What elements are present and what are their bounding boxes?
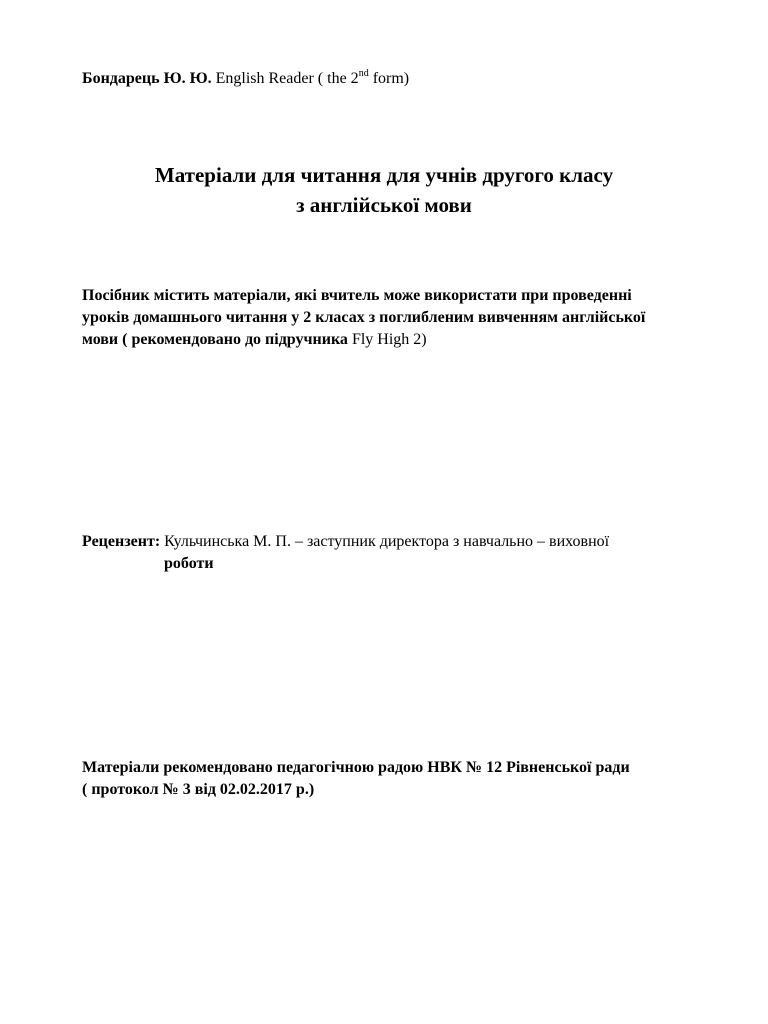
reviewer-label: Рецензент: [82, 533, 161, 550]
description-line-1: Посібник містить матеріали, які вчитель може використати при проведенні [82, 287, 632, 304]
book-title-end: form) [368, 70, 410, 87]
reviewer-line-1 [82, 531, 609, 553]
reviewer-paragraph [82, 531, 609, 575]
ordinal-superscript: nd [358, 68, 369, 79]
reviewer-name: Кульчинська М. П. – заступник директора з навчально – виховної [160, 533, 610, 550]
approval-line-1: Матеріали рекомендовано педагогічною радою НВК № 12 Рівненської ради [82, 759, 630, 776]
approval-line-2: ( протокол № 3 від 02.02.2017 р.) [82, 781, 315, 798]
approval-paragraph [82, 757, 630, 801]
description-line-3-bold: мови ( рекомендовано до підручника [82, 331, 352, 348]
reviewer-line-2: роботи [164, 555, 214, 572]
document-title-line-2: з англійської мови [296, 193, 472, 217]
description-paragraph [82, 285, 645, 351]
book-title-part: English Reader ( the 2 [211, 70, 359, 87]
description-line-2: уроків домашнього читання у 2 класах з поглибленим вивченням англійської [82, 309, 646, 326]
author-name: Бондарець Ю. Ю. [82, 70, 212, 87]
document-title-line-1: Матеріали для читання для учнів другого класу [154, 163, 614, 187]
author-line [82, 68, 409, 90]
textbook-name: Fly High 2) [351, 331, 427, 348]
description-line-3 [82, 329, 645, 351]
